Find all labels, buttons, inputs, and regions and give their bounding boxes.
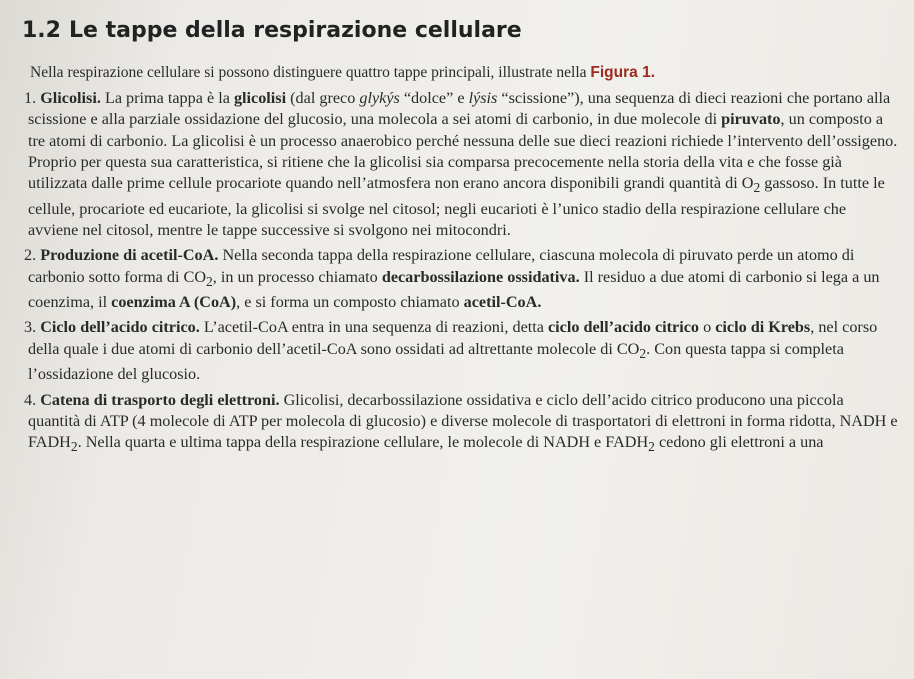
steps-list bbox=[24, 88, 898, 462]
section-number: 1.2 bbox=[22, 18, 61, 43]
section-title: Le tappe della respirazione cellulare bbox=[68, 18, 522, 43]
step-acetil-coa: 2. Produzione di acetil-CoA. Nella seconda tappa della respirazione cellulare, ciascuna molecola di piruvato perde un atomo di carbonio sotto forma di $CO_2$, in un processo chiamato decarbossilazione ossidativa. Il residuo a due atomi di carbonio si lega a un coenzima, il coenzima A (CoA), e si forma un composto chiamato acetil-CoA. bbox=[24, 246, 880, 312]
step-catena-elettroni: 4. Catena di trasporto degli elettroni. Glicolisi, decarbossilazione ossidativa e ciclo dell’acido citrico producono una piccola quantità di ATP (4 molecole di ATP per molecola di glucosio) e diverse molecole di trasportatori di elettroni in forma ridotta, NADH e $FADH_2$. Nella quarta e ultima tappa della respirazione cellulare, le molecole di NADH e $FADH_2$ cedono gli elettroni a una bbox=[24, 390, 898, 455]
intro-text: Nella respirazione cellulare si possono distinguere quattro tappe principali, illustrate nella bbox=[30, 64, 591, 81]
figure-reference: Figura 1. bbox=[590, 64, 656, 81]
section-heading bbox=[22, 18, 522, 43]
step-ciclo-krebs: 3. Ciclo dell’acido citrico. L’acetil-CoA entra in una sequenza di reazioni, detta ciclo dell’acido citrico o ciclo di Krebs, nel corso della quale i due atomi di carbonio dell’acetil-CoA sono ossidati ad altrettante molecole di $CO_2$. Con questa tappa si completa l’ossidazione del glucosio. bbox=[24, 318, 878, 384]
intro-paragraph bbox=[30, 64, 890, 82]
step-glicolisi: 1. Glicolisi. La prima tappa è la glicolisi (dal greco glykýs “dolce” e lýsis “scissione”), una sequenza di dieci reazioni che portano alla scissione e alla parziale ossidazione del glucosio, una molecola a sei atomi di carbonio, in due molecole di piruvato, un composto a tre atomi di carbonio. La glicolisi è un processo anaerobico perché nessuna delle sue dieci reazioni richiede l’intervento dell’ossigeno. Proprio per questa sua caratteristica, si ritiene che la glicolisi sia comparsa precocemente nella storia della vita e che fosse già utilizzata dalle prime cellule procariote quando nell’atmosfera non erano ancora disponibili grandi quantità di $O_2$ gassoso. In tutte le cellule, procariote ed eucariote, la glicolisi si svolge nel citosol; negli eucarioti è l’unico stadio della respirazione cellulare che avviene nel citosol, mentre le tappe successive si svolgono nei mitocondri. bbox=[24, 89, 898, 240]
